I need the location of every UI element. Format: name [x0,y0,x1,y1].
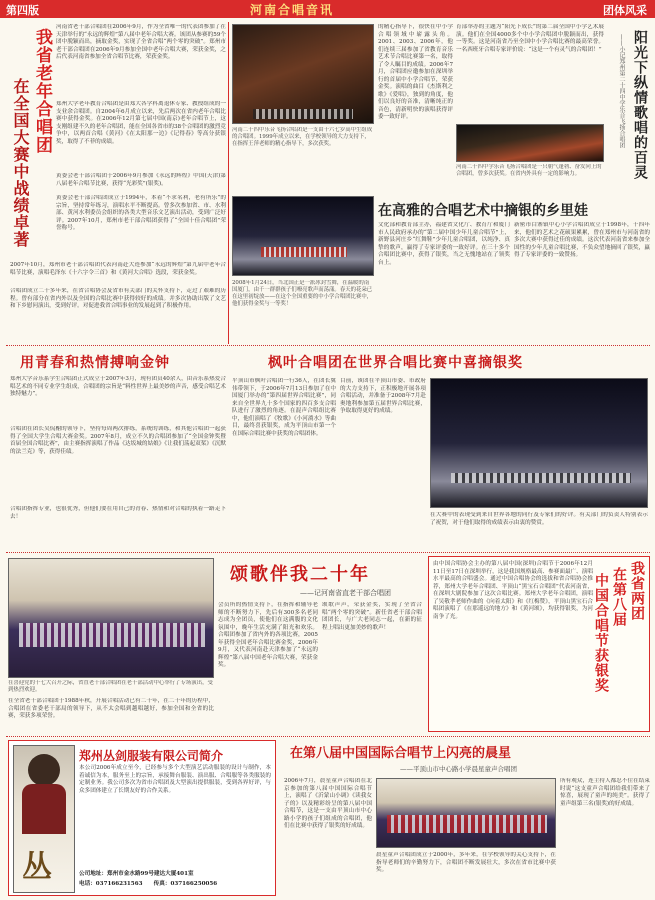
article7-body-1: 2006年7月，晨星童声合唱团在北京参加的第八届中国国际合唱节上，演唱了《沂蒙山小调》《读我女子的》以及精彩纷呈的第八届中国合唱节，这是一支由平顶山市中心路小学的孩子们组成的合唱团，他们在比赛中获得了银奖的好成绩。 [284,778,372,829]
article3-body-2: 合唱团在团长吴侃榭的领导下，坚持每周两次排练，系统的训练，和其他合唱团一起获得了全国大学生合唱大赛金奖。2007年8月，成立不久的合唱团参加了“全国金钟奖暨首届全国合唱比赛”，由主赛指挥演唱了作品《达坂城的姑娘》《让我们荡起双桨》《沉默的法兰克》等，获得佳绩。 [10,426,226,455]
article4-body-3: 目前，该团在平顶山市委、市政府的大力支持下，正积极地开展各项合唱活动，并准备于2008年7月赴奥地利参加第五届世界合唱比赛，争取取得更好的成绩。 [340,378,426,414]
article7-header [290,742,650,776]
portrait-head [28,754,60,786]
section-divider-2 [6,552,650,553]
article3-title: 用青春和热情搏响金钟 [20,355,170,371]
choir-photo-6 [376,778,556,848]
choir-figures-purple [19,623,205,647]
article6-box [428,556,650,732]
article2-body-right: 新密市白寨镇中心小学合唱团成立于1998年，十四年来，他们的艺术之花硕果累累，曾在郑州市与河南省的多次大赛中获得过佳的成绩。这次代表河南省来参加全国性的少年儿童合唱比赛，不负众望地摘回了银奖，赢得了专家评委的一致赞扬。 [514,222,650,258]
choir-photo-3 [232,196,374,276]
right-top-title-text: 阳光下纵情歌唱的百灵 [632,30,648,180]
article6-body: 由中国合唱协会主办的第八届中国(深圳)合唱节于2006年12月11日至17日在深圳举行，这是我国规格最高、参赛面最广、演唱水平最高的合唱盛会。通过中国合唱协会的选拔和省合唱协会推荐，郑州大学老年合唱团、平顶山“黑宝石合唱团”代表河南省，在深圳大剧院参加了这次合唱比赛。郑州大学老年合唱团，演唱了吴敬孝老师作曲的《向着太阳》和《红梅赞》，平顶山黑宝石合唱团演唱了《在那遥远的地方》和《黄河颂》，均获得银奖，为河南争了光。 [433,561,593,620]
choir-figures-children [387,815,547,833]
ad-body: 本公司2006年成立至今，已经参与多个大型演艺活动服装的设计与制作，本着诚信为本，服务至上的宗旨，承接舞台服装、演出服、合唱服等各类服装的定制业务。我公司多次为省市合唱团及大型演出提供服装，受到各界好评，与众多团体建立了长期友好的合作关系。 [79,765,271,794]
choir-figures-white [451,473,631,483]
article5-subtitle: ——记河南省直老干部合唱团 [300,589,391,597]
article1-body-4: 黄委会老干部合唱团成立于1994年，本着“不求名利，老有所乐”的宗旨，坚持常年练习，演唱水平不断提高。曾多次参加省、市、水利部、黄河水利委员会组织的各类大型音乐文艺演出活动，受到广泛好评。2007年10月，郑州市老干部合唱团获得了“全国十佳合唱团”荣誉称号。 [56,195,226,231]
column-label: 团体风采 [603,4,647,17]
article1-title-line1: 我省老年合唱团 [32,28,52,154]
choir-photo-1 [232,24,374,124]
article2-body-left: 文化部和教育部主办，福建省文化厅、教育厅和厦门市人民政府承办的“第二届中国少年儿童合唱节”上，新野县河庄乡“红舞鞋”少年儿童合唱团，以纯净、真挚的歌声，赢得了专家评委的一致好评。在三十多个合唱团比赛中，获得了银奖，当之无愧地站在了领奖台上。 [378,222,510,266]
article-mid-top-body: 的精心指导下，很快在中小学合唱领域中崭露头角。2001、2003、2006年，他们连续三届参加了省教育音乐艺术节合唱比赛第一名，取得了令人瞩目的成绩。2006年7月，合唱团应邀参加在深圳举行的首届中小学合唱节，荣获金奖。演唱的曲目《杰斯利之歌》《爱唱》，独到的角度，他们以良好的音准，清晰纯正的音色，清新明快的演唱获得评委一致好评。 [378,24,453,120]
article5-body-3: 颂歌声声，荣获金奖，实现了全省合唱“两个零的突破”。新任省老干部合唱团团长，与广大老同志一起，在新的征程上唱出更加美妙的歌声！ [322,602,422,631]
article7-body-2: 晨星童声合唱团成立于2000年，多年来，在学校领导的关心支持下，在指导老师们的辛勤努力下，合唱团不断发展壮大，多次在省市比赛中获奖。 [376,852,556,873]
article1-body-1: 河南省老干部合唱团在2006年9月，作为全省唯一的代表团参加了在天津举行的“永远的辉煌”第八届中老年合唱大赛。该团从参赛的59个团中脱颖而出，摘取金奖，实现了全省合唱“两个零的突破”。郑州市老干部合唱团在2006年9月参加全国中老年合唱大赛，荣获金奖，之后代表河南省参加全省合唱节比赛，荣获金奖。 [56,24,226,60]
article-right-top-title [606,24,652,224]
choir-photo-2 [456,124,604,162]
article-right-top-body: 育部举办的主题为“阳光下成长”的第二届全国中小学艺术展演。他们在全国4000多个中小学合唱团中脱颖而出，获得一等奖。这是河南省乃至全国中小学合唱比赛的最高荣誉。一名西班牙合唱专家评价说：“这是一个有灵气的合唱团！” [456,24,604,53]
article4-title: 枫叶合唱团在世界合唱比赛中喜摘银奖 [268,355,523,371]
article5-body-2: 会员所的热情支持下，在指挥和辅导老师的不断努力下，先后有300多名老同志成为全团员，使他们在这满腹的文化氛围中，晚年生活充满了阳光和欢乐。合唱团参加了省内外的各项比赛，2005年获得全国老年合唱比赛金奖，2006年9月，又代表河南赴天津参加了“永远的辉煌”第八届中国老年合唱大赛，荣获金奖。 [218,602,318,668]
article1-title-line2: 在全国大赛中战绩卓著 [11,78,30,248]
article2-photo-caption: 2008年1月24日，当北国正是一派冰封雪舞，在温暖的南国厦门，由千一群群孩子们嘹亮歌声而荡漾。春天的花朵已在这里初绽放——在这个全国重要的中小学合唱团比赛中，他们获得金奖与一等奖！ [232,280,373,307]
right-top-subtitle: ——小记郑州第二十四中学乐音飞扬合唱团 [618,34,625,148]
article5-title: 颂歌伴我二十年 [230,564,370,585]
ad-box [8,740,276,896]
article2-title: 在高雅的合唱艺术中摘银的乡里娃 [378,203,588,218]
article5-photo-caption: 在喜迎党的十七大召开之际，省直老干部合唱团在老干部活动中心举行了专场演出，受到热烈欢迎。 [8,680,213,693]
article3-body-3: 合唱团指挥专业，也很优秀，但他们要在用自己的青春、热情和对合唱的执着一路走下去！ [10,506,226,520]
ad-title: 郑州丛剑服装有限公司简介 [79,749,224,763]
article7-title: 在第八届中国国际合唱节上闪亮的晨星 [290,746,512,761]
article-right-top-caption: 河南二十四中学乐音飞扬合唱团是一只朝气蓬勃、奋发向上的合唱团，曾多次获奖。在省内外具有一定的影响力。 [456,164,602,177]
ad-phone: 电话：037166231563 传真：037166250056 [79,881,218,887]
article6-title-line3: 中国合唱节获银奖 [593,573,609,693]
article4-header [268,352,648,374]
ad-address: 公司地址：郑州市金水路99号建达大厦401室 [79,871,194,877]
choir-figures [253,109,353,119]
article4-body-2: 在大赛中的表现受到来自世界各地的同行及专家们的好评。有关部门的负责人特别表示了祝贺，对于他们取得的成绩表示由衷的赞赏。 [430,512,648,526]
photo1-caption: 河南二十四中乐音飞扬合唱团是一支由十六七岁高中生组成的合唱团。1999年成立以来，在学校领导的大力支持下，在指挥王萍老师的精心指导下，多次获奖。 [232,127,373,147]
article1-body-3: 黄委会老干部合唱团于2006年9月参加《永远的辉煌》中国(天津)第八届老年合唱节比赛，获得“光彩奖”(银奖)。 [56,173,226,187]
article7-subtitle: ——平顶山市中心路小学晨星童声合唱团 [400,765,517,773]
article1-body-6: 合唱团成立二十多年来，在省合唱协会及省市有关部门的关怀支持下，走过了艰难的历程。曾有部分在省内外以及全国的合唱比赛中获得较好的成绩。并多次协助出版了文艺和下乡慰问演出，受到好评。对促进我省合唱事业的发展起到了积极作用。 [10,288,226,309]
masthead [0,0,655,18]
portrait-body [22,784,66,834]
article1-body-5: 2007年10月，郑州市老干部合唱团代表河南赴大连参加“永远的辉煌”第九届中老年合唱节比赛，演唱毛泽东《十六字令三首》和《黄河大合唱》选段，荣获金奖。 [10,262,226,276]
column-divider [228,22,229,344]
ad-logo: 丛 [22,850,52,885]
section-divider [6,345,650,346]
choir-figures-red [261,247,347,257]
article2-header [378,200,648,218]
article1-body-2: 郑州大学老年教育合唱团是由郑大各学科离退休专家、教授组成的一支业余合唱团。自2004年6月成立以来，先后两次在省内老年合唱比赛中获得金奖。在2006年12月第七届中国(南京)老年合唱节上，这支刚组建不久的老年合唱团，能在全国各省市的38个合唱团的激烈竞争中，以两首合唱《黄河》《在太阳那一边》《记得春》等高分获银奖，取得了不菲的成绩。 [56,101,226,145]
choir-photo-5 [8,558,214,678]
article6-title-line1: 我省两团 [629,561,645,621]
article7-body-3: 所有观众，连主持人都忍不住在结束时说“这支童声合唱团给我们带来了惊喜，展现了童声的纯美”。获得了童声组第三名(银奖)的好成绩。 [560,778,650,807]
paper-title: 河南合唱音讯 [250,3,335,17]
page-label: 第四版 [6,4,39,17]
article4-body-1: 平顶山市枫叶合唱团一行36人，在团长冀伟带领下，于2006年7月13日参加了在中国厦门举办的“第四届世界合唱比赛”，同来自全世界九十多个国家的四百多支合唱队进行了激烈的角逐。在混声合唱组比赛中，他们演唱了《牧歌》《小河淌水》等曲目，最终喜获银奖，成为平顶山市第一个在国际合唱比赛中获奖的合唱团体。 [232,378,336,437]
article5-header [230,560,430,600]
ad-portrait [13,745,75,893]
article3-body-1: 郑州大学音乐系学生合唱团正式成立于2007年3月，现有团员40余人，由音乐系热爱合唱艺术的不同专业学生组成，合唱团的宗旨是“料性世界上最美妙的声音，感受合唱艺术独特魅力”。 [10,376,226,397]
section-divider-3 [6,736,650,737]
choir-photo-4 [430,378,648,508]
article3-header [20,352,220,372]
article1-title [4,24,54,264]
article5-body-1: 在全省老干部合唱团于1988年秋，开展合唱活动已有二十年，在二十年的历程中，合唱团在省委老干部局的领导下，从不太会唱到越唱越好，参加全国和全省的比赛，荣获多项荣誉。 [8,698,214,719]
article6-title-line2: 在第八届 [611,567,627,627]
